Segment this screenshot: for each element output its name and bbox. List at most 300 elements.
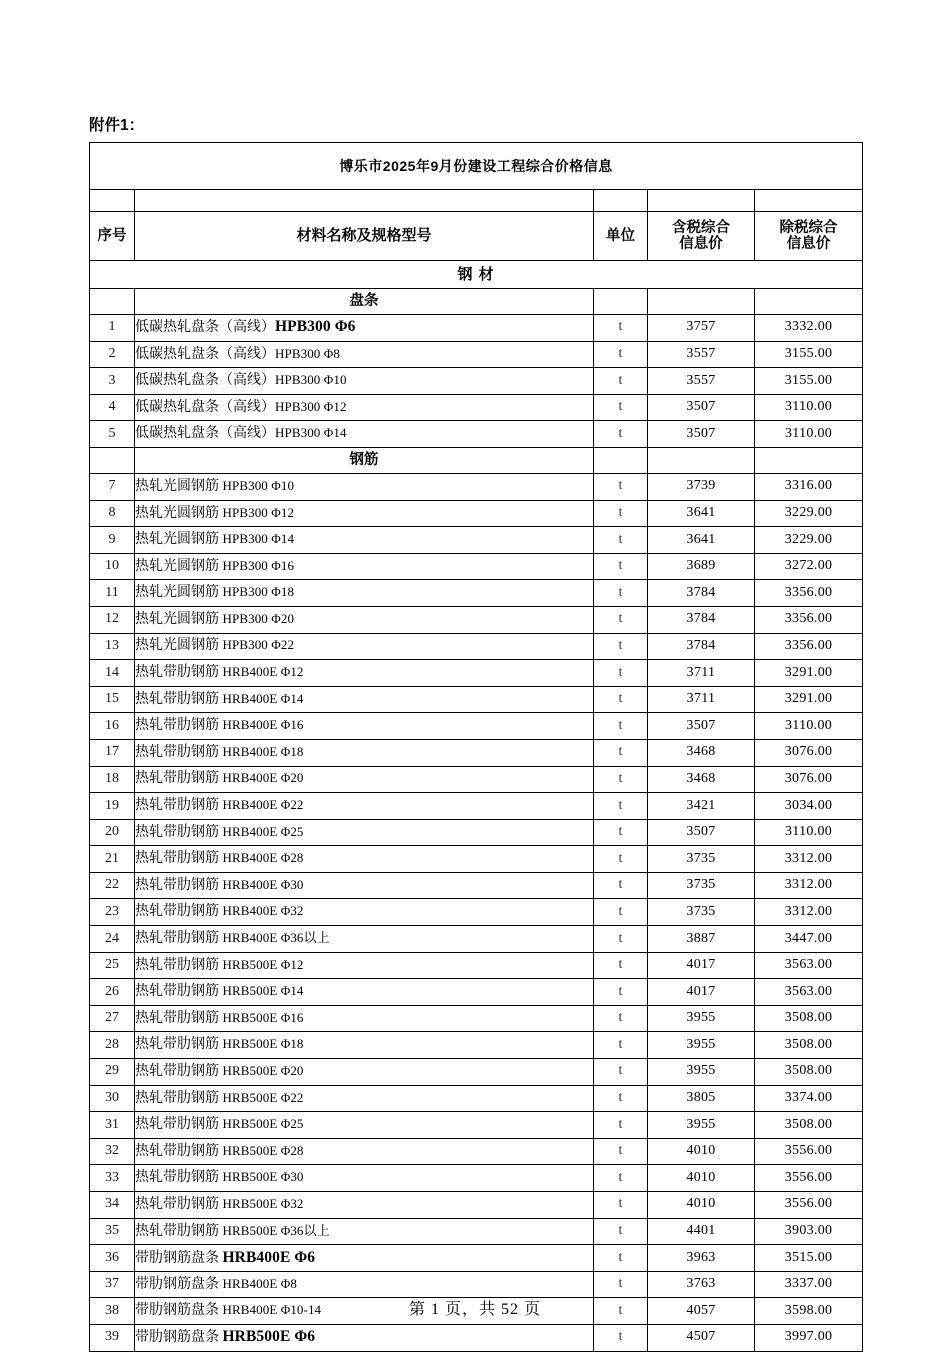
cell-material-name xyxy=(135,1112,594,1139)
material-name-text: 低碳热轧盘条（高线） xyxy=(135,346,275,362)
cell-material-name xyxy=(135,819,594,846)
cell-tax-inclusive-price: 3641 xyxy=(648,527,755,554)
cell-tax-inclusive-price: 3963 xyxy=(648,1245,755,1272)
column-header-tax-exclusive xyxy=(755,212,863,261)
cell-index: 32 xyxy=(90,1138,135,1165)
cell-index: 19 xyxy=(90,793,135,820)
material-name-text: 热轧带肋钢筋 xyxy=(135,904,223,920)
table-row xyxy=(90,1032,863,1059)
cell-tax-exclusive-price: 3291.00 xyxy=(755,660,863,687)
material-name-text: 热轧光圆钢筋 xyxy=(135,558,223,574)
table-row xyxy=(90,606,863,633)
cell-material-name xyxy=(135,713,594,740)
cell-tax-exclusive-price: 3312.00 xyxy=(755,899,863,926)
cell-tax-inclusive-price: 3557 xyxy=(648,368,755,395)
material-name-text: 热轧光圆钢筋 xyxy=(135,585,223,601)
spacer-cell-unit xyxy=(594,190,648,212)
table-row xyxy=(90,1085,863,1112)
group-header-label: 钢筋 xyxy=(135,447,594,473)
cell-tax-inclusive-price: 3735 xyxy=(648,846,755,873)
material-spec-text: HRB500E Φ22 xyxy=(222,1089,304,1105)
material-name-text: 热轧带肋钢筋 xyxy=(135,1196,223,1212)
column-header-material: 材料名称及规格型号 xyxy=(135,212,594,261)
cell-unit: t xyxy=(594,473,648,500)
spacer-cell-index xyxy=(90,190,135,212)
table-row xyxy=(90,633,863,660)
material-name-text: 热轧带肋钢筋 xyxy=(135,1143,223,1159)
material-spec-text: HRB400E Φ20 xyxy=(222,770,304,786)
material-spec-text: HPB300 Φ8 xyxy=(275,345,340,361)
cell-tax-inclusive-price: 3784 xyxy=(648,633,755,660)
material-name-text: 低碳热轧盘条（高线） xyxy=(135,320,275,336)
material-name-text: 热轧带肋钢筋 xyxy=(135,877,223,893)
cell-unit: t xyxy=(594,766,648,793)
material-name-text: 热轧光圆钢筋 xyxy=(135,611,223,627)
table-row xyxy=(90,713,863,740)
cell-unit: t xyxy=(594,739,648,766)
cell-index: 30 xyxy=(90,1085,135,1112)
cell-unit: t xyxy=(594,1324,648,1351)
cell-material-name xyxy=(135,1245,594,1272)
cell-tax-inclusive-price: 3887 xyxy=(648,926,755,953)
cell-index: 18 xyxy=(90,766,135,793)
cell-index: 21 xyxy=(90,846,135,873)
material-spec-text: HPB300 Φ14 xyxy=(222,531,295,547)
cell-index: 22 xyxy=(90,872,135,899)
material-spec-text: HRB400E Φ32 xyxy=(222,903,304,919)
material-name-text: 热轧带肋钢筋 xyxy=(135,931,223,947)
cell-material-name xyxy=(135,553,594,580)
table-row xyxy=(90,527,863,554)
cell-material-name xyxy=(135,368,594,395)
material-name-text: 低碳热轧盘条（高线） xyxy=(135,426,275,442)
cell-material-name xyxy=(135,421,594,448)
cell-tax-inclusive-price: 3468 xyxy=(648,739,755,766)
cell-tax-inclusive-price: 3507 xyxy=(648,421,755,448)
cell-unit: t xyxy=(594,952,648,979)
table-row xyxy=(90,793,863,820)
cell-index: 10 xyxy=(90,553,135,580)
cell-unit: t xyxy=(594,341,648,368)
table-row xyxy=(90,1005,863,1032)
section-band-row xyxy=(90,261,863,289)
material-name-text: 热轧带肋钢筋 xyxy=(135,1117,223,1133)
cell-tax-inclusive-price: 4401 xyxy=(648,1218,755,1245)
cell-unit: t xyxy=(594,899,648,926)
cell-tax-exclusive-price: 3356.00 xyxy=(755,580,863,607)
cell-index: 3 xyxy=(90,368,135,395)
cell-unit: t xyxy=(594,1218,648,1245)
cell-tax-inclusive-price: 4010 xyxy=(648,1138,755,1165)
cell-index: 13 xyxy=(90,633,135,660)
cell-tax-inclusive-price: 3805 xyxy=(648,1085,755,1112)
cell-tax-inclusive-price: 3507 xyxy=(648,819,755,846)
material-spec-text: HPB300 Φ20 xyxy=(222,610,295,626)
table-row xyxy=(90,979,863,1006)
cell-unit: t xyxy=(594,1298,648,1325)
cell-material-name xyxy=(135,473,594,500)
table-row xyxy=(90,341,863,368)
cell-tax-exclusive-price: 3374.00 xyxy=(755,1085,863,1112)
table-row xyxy=(90,926,863,953)
cell-tax-inclusive-price: 3711 xyxy=(648,686,755,713)
cell-tax-exclusive-price: 3076.00 xyxy=(755,739,863,766)
cell-unit: t xyxy=(594,1112,648,1139)
cell-material-name xyxy=(135,739,594,766)
material-name-text: 热轧带肋钢筋 xyxy=(135,718,223,734)
cell-material-name xyxy=(135,979,594,1006)
table-row xyxy=(90,872,863,899)
table-row xyxy=(90,580,863,607)
table-row xyxy=(90,1059,863,1086)
material-name-text: 热轧光圆钢筋 xyxy=(135,478,223,494)
material-name-text: 热轧带肋钢筋 xyxy=(135,1037,223,1053)
cell-index: 15 xyxy=(90,686,135,713)
price-table-container xyxy=(89,142,862,1352)
cell-tax-inclusive-price: 3739 xyxy=(648,473,755,500)
material-spec-text: HPB300 Φ10 xyxy=(275,372,347,388)
column-header-unit: 单位 xyxy=(594,212,648,261)
cell-index: 25 xyxy=(90,952,135,979)
cell-tax-inclusive-price: 3735 xyxy=(648,872,755,899)
table-row xyxy=(90,553,863,580)
table-row xyxy=(90,1138,863,1165)
material-spec-text: HRB400E Φ8 xyxy=(222,1275,297,1291)
cell-tax-inclusive-price: 3421 xyxy=(648,793,755,820)
cell-material-name xyxy=(135,766,594,793)
cell-index: 34 xyxy=(90,1192,135,1219)
cell-unit: t xyxy=(594,1165,648,1192)
cell-tax-inclusive-price: 4017 xyxy=(648,979,755,1006)
cell-tax-exclusive-price: 3508.00 xyxy=(755,1005,863,1032)
group-cell-index xyxy=(90,289,135,315)
cell-material-name xyxy=(135,1218,594,1245)
column-header-tax-exclusive-line1: 除税综合 xyxy=(779,219,838,236)
material-name-text: 热轧带肋钢筋 xyxy=(135,1090,223,1106)
group-cell-tax-incl xyxy=(648,289,755,315)
cell-tax-exclusive-price: 3508.00 xyxy=(755,1032,863,1059)
material-name-text: 热轧光圆钢筋 xyxy=(135,505,223,521)
cell-unit: t xyxy=(594,1005,648,1032)
table-row xyxy=(90,500,863,527)
cell-tax-exclusive-price: 3356.00 xyxy=(755,633,863,660)
material-spec-text: HPB300 Φ16 xyxy=(222,557,295,573)
cell-tax-inclusive-price: 3507 xyxy=(648,394,755,421)
spacer-row xyxy=(90,190,863,212)
cell-index: 33 xyxy=(90,1165,135,1192)
material-spec-text: HRB500E Φ25 xyxy=(222,1116,304,1132)
material-spec-text: HPB300 Φ10 xyxy=(222,477,295,493)
cell-material-name xyxy=(135,686,594,713)
cell-tax-inclusive-price: 3784 xyxy=(648,606,755,633)
cell-index: 31 xyxy=(90,1112,135,1139)
cell-material-name xyxy=(135,1192,594,1219)
cell-tax-exclusive-price: 3332.00 xyxy=(755,315,863,342)
material-spec-text: HRB400E Φ16 xyxy=(222,717,304,733)
cell-unit: t xyxy=(594,686,648,713)
group-header-row xyxy=(90,447,863,473)
material-name-text: 热轧带肋钢筋 xyxy=(135,691,223,707)
table-row xyxy=(90,1271,863,1298)
cell-tax-exclusive-price: 3229.00 xyxy=(755,500,863,527)
cell-tax-exclusive-price: 3508.00 xyxy=(755,1112,863,1139)
cell-material-name xyxy=(135,527,594,554)
material-spec-text: HRB400E Φ6 xyxy=(222,1248,316,1266)
material-name-text: 带肋钢筋盘条 xyxy=(135,1276,223,1292)
material-name-text: 热轧带肋钢筋 xyxy=(135,824,223,840)
cell-unit: t xyxy=(594,1138,648,1165)
material-name-text: 热轧带肋钢筋 xyxy=(135,798,223,814)
cell-tax-exclusive-price: 3155.00 xyxy=(755,368,863,395)
table-row xyxy=(90,660,863,687)
column-header-tax-inclusive-line2: 信息价 xyxy=(679,236,723,252)
material-spec-text: HRB500E Φ28 xyxy=(222,1142,304,1158)
cell-unit: t xyxy=(594,846,648,873)
table-row xyxy=(90,819,863,846)
page-footer: 第 1 页，共 52 页 xyxy=(408,1301,541,1318)
table-row xyxy=(90,739,863,766)
table-row xyxy=(90,368,863,395)
cell-material-name xyxy=(135,660,594,687)
spacer-cell-tax-incl xyxy=(648,190,755,212)
cell-tax-inclusive-price: 3468 xyxy=(648,766,755,793)
cell-index: 28 xyxy=(90,1032,135,1059)
cell-index: 24 xyxy=(90,926,135,953)
cell-unit: t xyxy=(594,979,648,1006)
cell-index: 16 xyxy=(90,713,135,740)
cell-tax-inclusive-price: 3557 xyxy=(648,341,755,368)
cell-tax-inclusive-price: 3784 xyxy=(648,580,755,607)
cell-unit: t xyxy=(594,553,648,580)
cell-material-name xyxy=(135,341,594,368)
material-spec-text: HRB400E Φ30 xyxy=(222,876,304,892)
cell-index: 14 xyxy=(90,660,135,687)
cell-tax-inclusive-price: 3955 xyxy=(648,1112,755,1139)
cell-unit: t xyxy=(594,368,648,395)
cell-material-name xyxy=(135,500,594,527)
material-name-text: 带肋钢筋盘条 xyxy=(135,1330,223,1346)
table-row xyxy=(90,846,863,873)
material-name-text: 热轧光圆钢筋 xyxy=(135,638,223,654)
material-spec-text: HRB400E Φ25 xyxy=(222,823,304,839)
title-row xyxy=(90,143,863,190)
cell-tax-exclusive-price: 3312.00 xyxy=(755,872,863,899)
cell-index: 26 xyxy=(90,979,135,1006)
cell-material-name xyxy=(135,1005,594,1032)
cell-unit: t xyxy=(594,819,648,846)
cell-tax-exclusive-price: 3316.00 xyxy=(755,473,863,500)
cell-index: 11 xyxy=(90,580,135,607)
cell-tax-exclusive-price: 3110.00 xyxy=(755,394,863,421)
cell-index: 38 xyxy=(90,1298,135,1325)
column-header-row xyxy=(90,212,863,261)
material-name-text: 热轧带肋钢筋 xyxy=(135,1010,223,1026)
cell-tax-exclusive-price: 3563.00 xyxy=(755,979,863,1006)
cell-tax-exclusive-price: 3515.00 xyxy=(755,1245,863,1272)
material-name-text: 带肋钢筋盘条 xyxy=(135,1303,223,1319)
material-spec-text: HRB500E Φ12 xyxy=(222,956,304,972)
material-spec-text: HRB500E Φ30 xyxy=(222,1169,304,1185)
cell-tax-inclusive-price: 3955 xyxy=(648,1059,755,1086)
table-row xyxy=(90,421,863,448)
material-name-text: 热轧光圆钢筋 xyxy=(135,532,223,548)
cell-index: 39 xyxy=(90,1324,135,1351)
cell-material-name xyxy=(135,846,594,873)
cell-tax-inclusive-price: 4057 xyxy=(648,1298,755,1325)
cell-unit: t xyxy=(594,500,648,527)
material-spec-text: HRB400E Φ14 xyxy=(222,690,304,706)
material-spec-text: HRB500E Φ36以上 xyxy=(222,1222,330,1238)
cell-tax-inclusive-price: 3711 xyxy=(648,660,755,687)
cell-material-name xyxy=(135,606,594,633)
column-header-index: 序号 xyxy=(90,212,135,261)
material-name-text: 热轧带肋钢筋 xyxy=(135,851,223,867)
cell-index: 23 xyxy=(90,899,135,926)
cell-index: 2 xyxy=(90,341,135,368)
cell-index: 17 xyxy=(90,739,135,766)
spacer-cell-tax-excl xyxy=(755,190,863,212)
cell-material-name xyxy=(135,394,594,421)
group-cell-unit xyxy=(594,447,648,473)
column-header-tax-exclusive-line2: 信息价 xyxy=(786,236,831,252)
material-spec-text: HRB400E Φ12 xyxy=(222,664,304,680)
material-name-text: 低碳热轧盘条（高线） xyxy=(135,373,275,389)
cell-unit: t xyxy=(594,1085,648,1112)
cell-index: 8 xyxy=(90,500,135,527)
cell-index: 5 xyxy=(90,421,135,448)
cell-index: 27 xyxy=(90,1005,135,1032)
cell-tax-inclusive-price: 4507 xyxy=(648,1324,755,1351)
material-spec-text: HPB300 Φ12 xyxy=(222,504,295,520)
table-row xyxy=(90,1218,863,1245)
cell-tax-exclusive-price: 3229.00 xyxy=(755,527,863,554)
cell-unit: t xyxy=(594,580,648,607)
cell-material-name xyxy=(135,1138,594,1165)
material-spec-text: HPB300 Φ18 xyxy=(222,584,295,600)
cell-tax-exclusive-price: 3034.00 xyxy=(755,793,863,820)
price-information-table xyxy=(89,142,863,1352)
cell-material-name xyxy=(135,580,594,607)
cell-unit: t xyxy=(594,872,648,899)
cell-tax-exclusive-price: 3291.00 xyxy=(755,686,863,713)
material-spec-text: HRB500E Φ20 xyxy=(222,1062,304,1078)
material-name-text: 热轧带肋钢筋 xyxy=(135,984,223,1000)
table-row xyxy=(90,766,863,793)
cell-tax-exclusive-price: 3997.00 xyxy=(755,1324,863,1351)
cell-material-name xyxy=(135,315,594,342)
cell-unit: t xyxy=(594,1032,648,1059)
cell-unit: t xyxy=(594,527,648,554)
cell-tax-exclusive-price: 3337.00 xyxy=(755,1271,863,1298)
cell-unit: t xyxy=(594,926,648,953)
cell-tax-exclusive-price: 3110.00 xyxy=(755,421,863,448)
cell-material-name xyxy=(135,1059,594,1086)
table-row xyxy=(90,1245,863,1272)
table-row xyxy=(90,1192,863,1219)
cell-unit: t xyxy=(594,1192,648,1219)
material-spec-text: HPB300 Φ22 xyxy=(222,637,295,653)
material-name-text: 热轧带肋钢筋 xyxy=(135,665,223,681)
material-spec-text: HRB500E Φ32 xyxy=(222,1195,304,1211)
cell-tax-exclusive-price: 3508.00 xyxy=(755,1059,863,1086)
cell-unit: t xyxy=(594,1271,648,1298)
cell-tax-inclusive-price: 4010 xyxy=(648,1165,755,1192)
material-spec-text: HPB300 Φ14 xyxy=(275,425,347,441)
material-spec-text: HRB400E Φ10-14 xyxy=(222,1302,322,1318)
cell-index: 20 xyxy=(90,819,135,846)
cell-tax-exclusive-price: 3155.00 xyxy=(755,341,863,368)
cell-unit: t xyxy=(594,315,648,342)
cell-tax-inclusive-price: 3955 xyxy=(648,1005,755,1032)
cell-tax-inclusive-price: 4010 xyxy=(648,1192,755,1219)
table-body xyxy=(90,143,863,1352)
table-row xyxy=(90,315,863,342)
cell-tax-exclusive-price: 3110.00 xyxy=(755,713,863,740)
section-band-label: 钢 材 xyxy=(90,261,863,289)
cell-material-name xyxy=(135,872,594,899)
cell-index: 1 xyxy=(90,315,135,342)
cell-tax-inclusive-price: 3757 xyxy=(648,315,755,342)
cell-tax-inclusive-price: 3763 xyxy=(648,1271,755,1298)
material-name-text: 热轧带肋钢筋 xyxy=(135,1223,223,1239)
cell-index: 7 xyxy=(90,473,135,500)
cell-tax-inclusive-price: 3735 xyxy=(648,899,755,926)
material-name-text: 热轧带肋钢筋 xyxy=(135,771,223,787)
group-cell-unit xyxy=(594,289,648,315)
material-spec-text: HPB300 Φ6 xyxy=(275,318,356,336)
material-spec-text: HRB500E Φ16 xyxy=(222,1009,304,1025)
cell-material-name xyxy=(135,952,594,979)
cell-index: 9 xyxy=(90,527,135,554)
cell-material-name xyxy=(135,1324,594,1351)
cell-tax-exclusive-price: 3356.00 xyxy=(755,606,863,633)
material-spec-text: HRB500E Φ18 xyxy=(222,1036,304,1052)
cell-unit: t xyxy=(594,660,648,687)
cell-tax-exclusive-price: 3598.00 xyxy=(755,1298,863,1325)
material-name-text: 热轧带肋钢筋 xyxy=(135,1063,223,1079)
material-name-text: 带肋钢筋盘条 xyxy=(135,1250,223,1266)
group-cell-tax-excl xyxy=(755,289,863,315)
cell-material-name xyxy=(135,1032,594,1059)
cell-material-name xyxy=(135,793,594,820)
cell-unit: t xyxy=(594,713,648,740)
material-name-text: 热轧带肋钢筋 xyxy=(135,957,223,973)
cell-unit: t xyxy=(594,606,648,633)
cell-material-name xyxy=(135,1085,594,1112)
cell-tax-exclusive-price: 3903.00 xyxy=(755,1218,863,1245)
cell-index: 4 xyxy=(90,394,135,421)
table-row xyxy=(90,1112,863,1139)
material-name-text: 热轧带肋钢筋 xyxy=(135,1170,223,1186)
group-cell-tax-incl xyxy=(648,447,755,473)
cell-unit: t xyxy=(594,394,648,421)
material-spec-text: HRB400E Φ36以上 xyxy=(222,930,330,946)
table-row xyxy=(90,899,863,926)
cell-unit: t xyxy=(594,1245,648,1272)
cell-material-name xyxy=(135,633,594,660)
cell-unit: t xyxy=(594,1059,648,1086)
material-spec-text: HRB500E Φ14 xyxy=(222,983,304,999)
cell-tax-exclusive-price: 3563.00 xyxy=(755,952,863,979)
cell-tax-exclusive-price: 3272.00 xyxy=(755,553,863,580)
cell-index: 29 xyxy=(90,1059,135,1086)
table-row xyxy=(90,686,863,713)
cell-index: 35 xyxy=(90,1218,135,1245)
cell-tax-exclusive-price: 3447.00 xyxy=(755,926,863,953)
cell-tax-exclusive-price: 3556.00 xyxy=(755,1138,863,1165)
column-header-tax-inclusive xyxy=(648,212,755,261)
material-spec-text: HRB400E Φ28 xyxy=(222,850,304,866)
